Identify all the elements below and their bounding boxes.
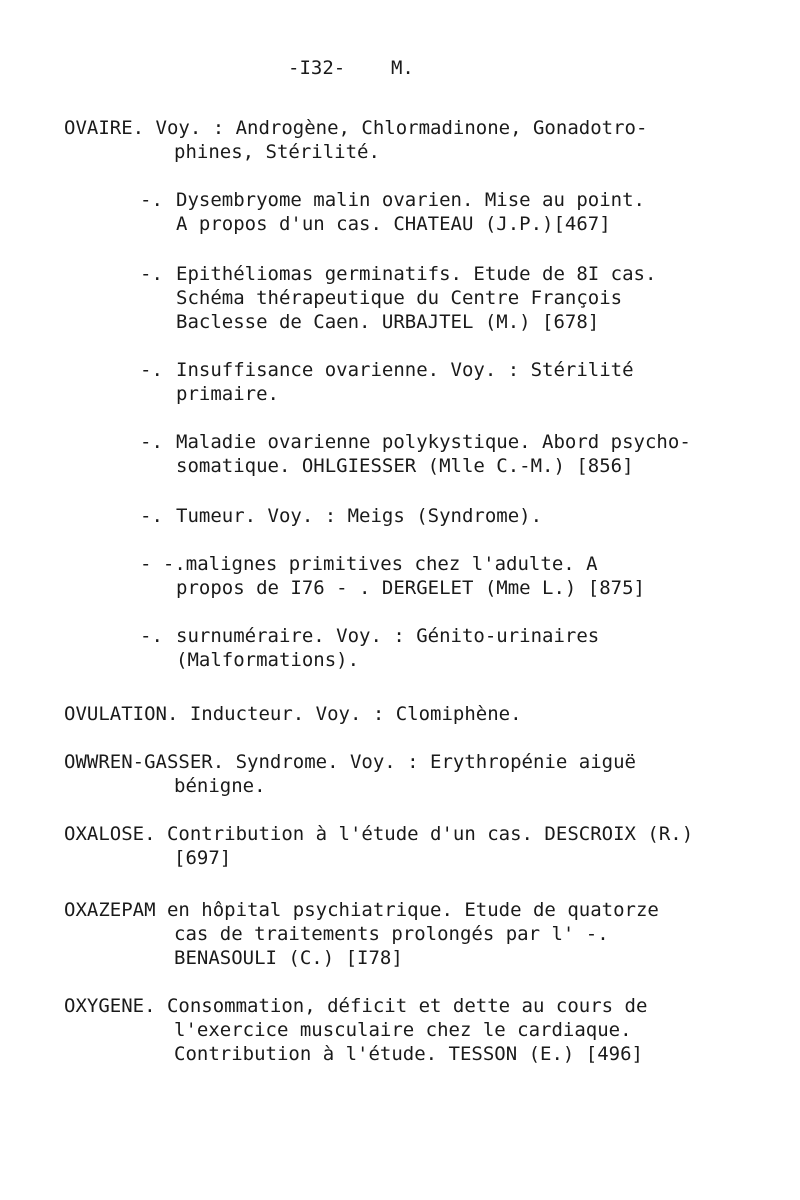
repeat-dash: -.	[140, 431, 163, 453]
entry-line: bénigne.	[174, 775, 266, 797]
repeat-dash: -.	[140, 359, 163, 381]
entry-line: A propos d'un cas. CHATEAU (J.P.)[467]	[176, 213, 611, 235]
entry-line: Baclesse de Caen. URBAJTEL (M.) [678]	[176, 311, 600, 333]
entry-line: OWWREN-GASSER. Syndrome. Voy. : Erythropénie aiguë	[64, 751, 636, 773]
entry-line: Tumeur. Voy. : Meigs (Syndrome).	[176, 505, 543, 527]
entry-line: primaire.	[176, 383, 279, 405]
entry-line: Insuffisance ovarienne. Voy. : Stérilité	[176, 359, 634, 381]
repeat-dash: -.	[140, 625, 163, 647]
entry-line: OVAIRE. Voy. : Androgène, Chlormadinone, Gonadotro-	[64, 117, 648, 139]
page-header	[288, 56, 414, 80]
index-subentry-insuffisance	[140, 358, 780, 406]
index-entry-oxazepam	[64, 898, 784, 970]
index-subentry-surnumeraire	[140, 624, 780, 672]
index-entry-ovulation	[64, 702, 784, 726]
entry-line: propos de I76 - . DERGELET (Mme L.) [875]	[176, 577, 645, 599]
index-entry-owwren-gasser	[64, 750, 784, 798]
entry-line: l'exercice musculaire chez le cardiaque.	[174, 1019, 632, 1041]
entry-line: [697]	[174, 847, 232, 869]
entry-line: OVULATION. Inducteur. Voy. : Clomiphène.	[64, 703, 522, 725]
entry-line: phines, Stérilité.	[174, 141, 380, 163]
index-entry-ovaire	[64, 116, 784, 164]
index-subentry-malignes	[140, 552, 780, 600]
repeat-dash: -.	[140, 263, 163, 285]
repeat-dash: - -.	[140, 553, 186, 575]
repeat-dash: -.	[140, 505, 163, 527]
section-letter: M.	[390, 57, 414, 79]
repeat-dash: -.	[140, 189, 163, 211]
entry-line: Maladie ovarienne polykystique. Abord psycho-	[176, 431, 691, 453]
entry-line: Dysembryome malin ovarien. Mise au point.	[176, 189, 645, 211]
index-entry-oxygene	[64, 994, 784, 1066]
entry-line: somatique. OHLGIESSER (Mlle C.-M.) [856]	[176, 455, 634, 477]
index-subentry-maladie	[140, 430, 780, 478]
entry-line: (Malformations).	[176, 649, 360, 671]
entry-line: cas de traitements prolongés par l' -.	[174, 923, 609, 945]
page-number: -I32-	[288, 57, 346, 79]
entry-line: Epithéliomas germinatifs. Etude de 8I cas.	[176, 263, 657, 285]
entry-line: Contribution à l'étude. TESSON (E.) [496]	[174, 1043, 643, 1065]
entry-line: OXYGENE. Consommation, déficit et dette au cours de	[64, 995, 648, 1017]
index-entry-oxalose	[64, 822, 784, 870]
entry-line: OXALOSE. Contribution à l'étude d'un cas. DESCROIX (R.)	[64, 823, 694, 845]
entry-line: Schéma thérapeutique du Centre François	[176, 287, 623, 309]
index-subentry-dysembryome	[140, 188, 780, 236]
entry-line: OXAZEPAM en hôpital psychiatrique. Etude de quatorze	[64, 899, 659, 921]
index-subentry-epitheliomas	[140, 262, 780, 334]
entry-line: malignes primitives chez l'adulte. A	[185, 553, 598, 575]
entry-line: surnuméraire. Voy. : Génito-urinaires	[176, 625, 600, 647]
entry-line: BENASOULI (C.) [I78]	[174, 947, 403, 969]
index-subentry-tumeur	[140, 504, 780, 528]
